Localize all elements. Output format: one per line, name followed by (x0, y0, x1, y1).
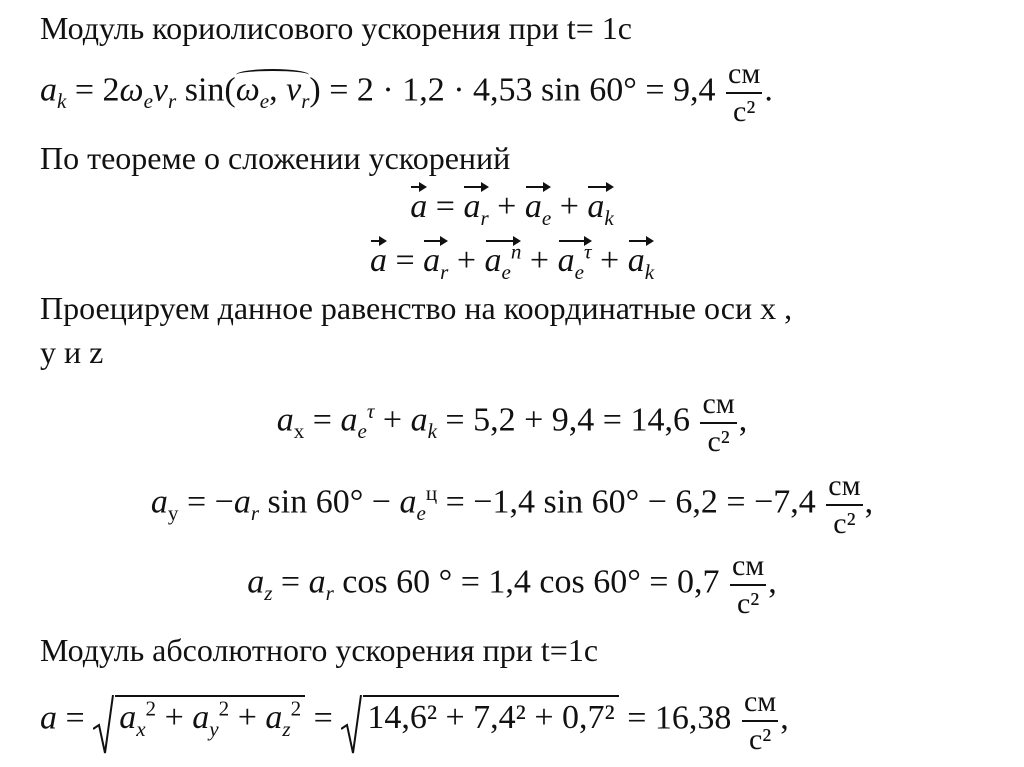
text-line-3a: Проецируем данное равенство на координатные оси x , (40, 290, 793, 326)
equation-az: $a_z = a_r$ cos 60 ° = 1,4 cos 60° = 0,7 $\frac{см}{\text{с²}}$ , (247, 549, 777, 620)
equation-absolute: a = $a_x^2 + a_y^2 + a_z^2$ = 14,6² + 7,4² + 0,7² = 16,38 $\frac{см}{\text{с²}}$ , (40, 685, 789, 756)
equation-ay: $a_y = -a_r$ $\sin 60^\circ - a_e^ц = -1,4$ sin 60° − 6,2 = −7,4 $\frac{см}{\text{с²}}$ , (150, 469, 874, 540)
text-line-3b: y и z (40, 334, 104, 370)
equation-ax: $a_x = a_e^\tau + a_k = 5,2 + 9,4 = 14,6$ $\frac{см}{\text{с²}}$ , (276, 387, 748, 458)
equation-vector-sum-1: $a = a_r + a_e + a_k$ (0, 182, 1024, 226)
coriolis-result: = 2 · 1,2 · 4,53 sin 60° = 9,4 (320, 71, 716, 109)
text-line-4: Модуль абсолютного ускорения при t=1c (40, 632, 599, 668)
equation-vector-sum-2: $a = a_r + a_e^n + a_e^\tau + a_k$ (0, 236, 1024, 280)
equation-coriolis: $a_k = 2\omega_ev_r$ $\sin(\omega_e$, $v_r) = 2 \cdot 1,2 \cdot 4,53$ sin 60° = 9,4 $\frac{см}{\text{с²}}$ . (40, 57, 773, 128)
text-line-1: Модуль кориолисового ускорения при t= 1c (40, 10, 632, 46)
unit-fraction: $\frac{см}{\text{с²}}$ (728, 57, 761, 128)
text-line-2: По теореме о сложении ускорений (40, 140, 511, 176)
